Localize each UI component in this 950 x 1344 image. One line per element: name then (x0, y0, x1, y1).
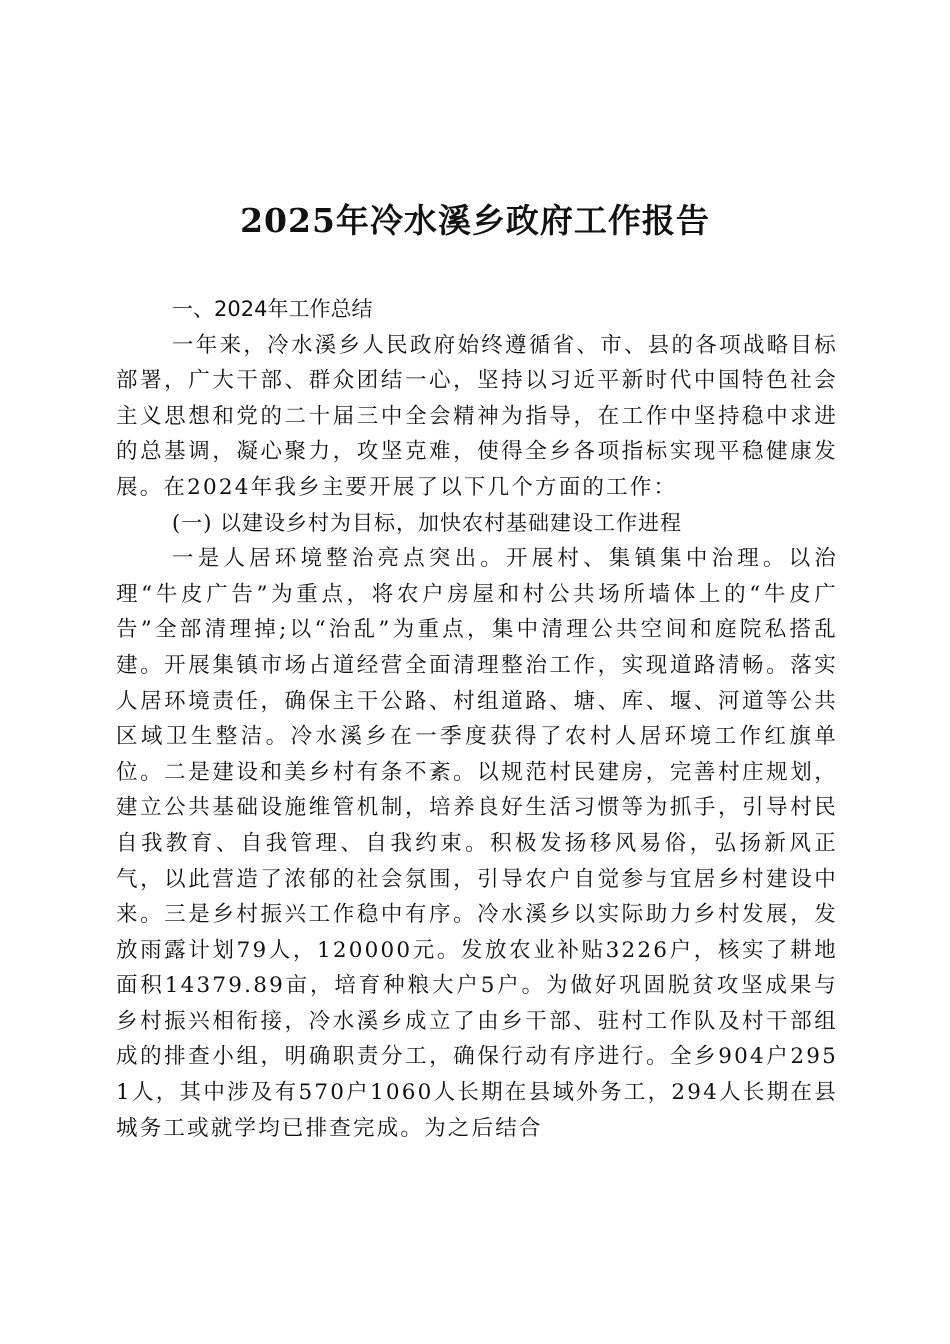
subsection-paragraph: 一是人居环境整治亮点突出。开展村、集镇集中治理。以治理“牛皮广告”为重点，将农户房屋和村公共场所墙体上的“牛皮广告”全部清理掉;以“治乱”为重点，集中清理公共空间和庭院私搭乱建。开展集镇市场占道经营全面清理整治工作，实现道路清畅。落实人居环境责任，确保主干公路、村组道路、塘、库、堰、河道等公共区域卫生整洁。冷水溪乡在一季度获得了农村人居环境工作红旗单位。二是建设和美乡村有条不紊。以规范村民建房，完善村庄规划，建立公共基础设施维管机制，培养良好生活习惯等为抓手，引导村民自我教育、自我管理、自我约束。积极发扬移风易俗，弘扬新风正气，以此营造了浓郁的社会氛围，引导农户自觉参与宜居乡村建设中来。三是乡村振兴工作稳中有序。冷水溪乡以实际助力乡村发展，发放雨露计划79人，120000元。发放农业补贴3226户，核实了耕地面积14379.89亩，培育种粮大户5户。为做好巩固脱贫攻坚成果与乡村振兴相衔接，冷水溪乡成立了由乡干部、驻村工作队及村干部组成的排查小组，明确职责分工，确保行动有序进行。全乡904户2951人，其中涉及有570户1060人长期在县域外务工，294人长期在县城务工或就学均已排查完成。为之后结合 (116, 546, 838, 1141)
intro-paragraph: 一年来，冷水溪乡人民政府始终遵循省、市、县的各项战略目标部署，广大干部、群众团结一心，坚持以习近平新时代中国特色社会主义思想和党的二十届三中全会精神为指导，在工作中坚持稳中求进的总基调，凝心聚力，攻坚克难，使得全乡各项指标实现平稳健康发展。在2024年我乡主要开展了以下几个方面的工作： (116, 332, 838, 500)
section-heading: 一、2024年工作总结 (172, 297, 373, 321)
subsection-heading: (一) 以建设乡村为目标，加快农村基础建设工作进程 (172, 510, 683, 535)
document-title: 2025年冷水溪乡政府工作报告 (240, 201, 710, 240)
document-body (116, 292, 838, 1146)
